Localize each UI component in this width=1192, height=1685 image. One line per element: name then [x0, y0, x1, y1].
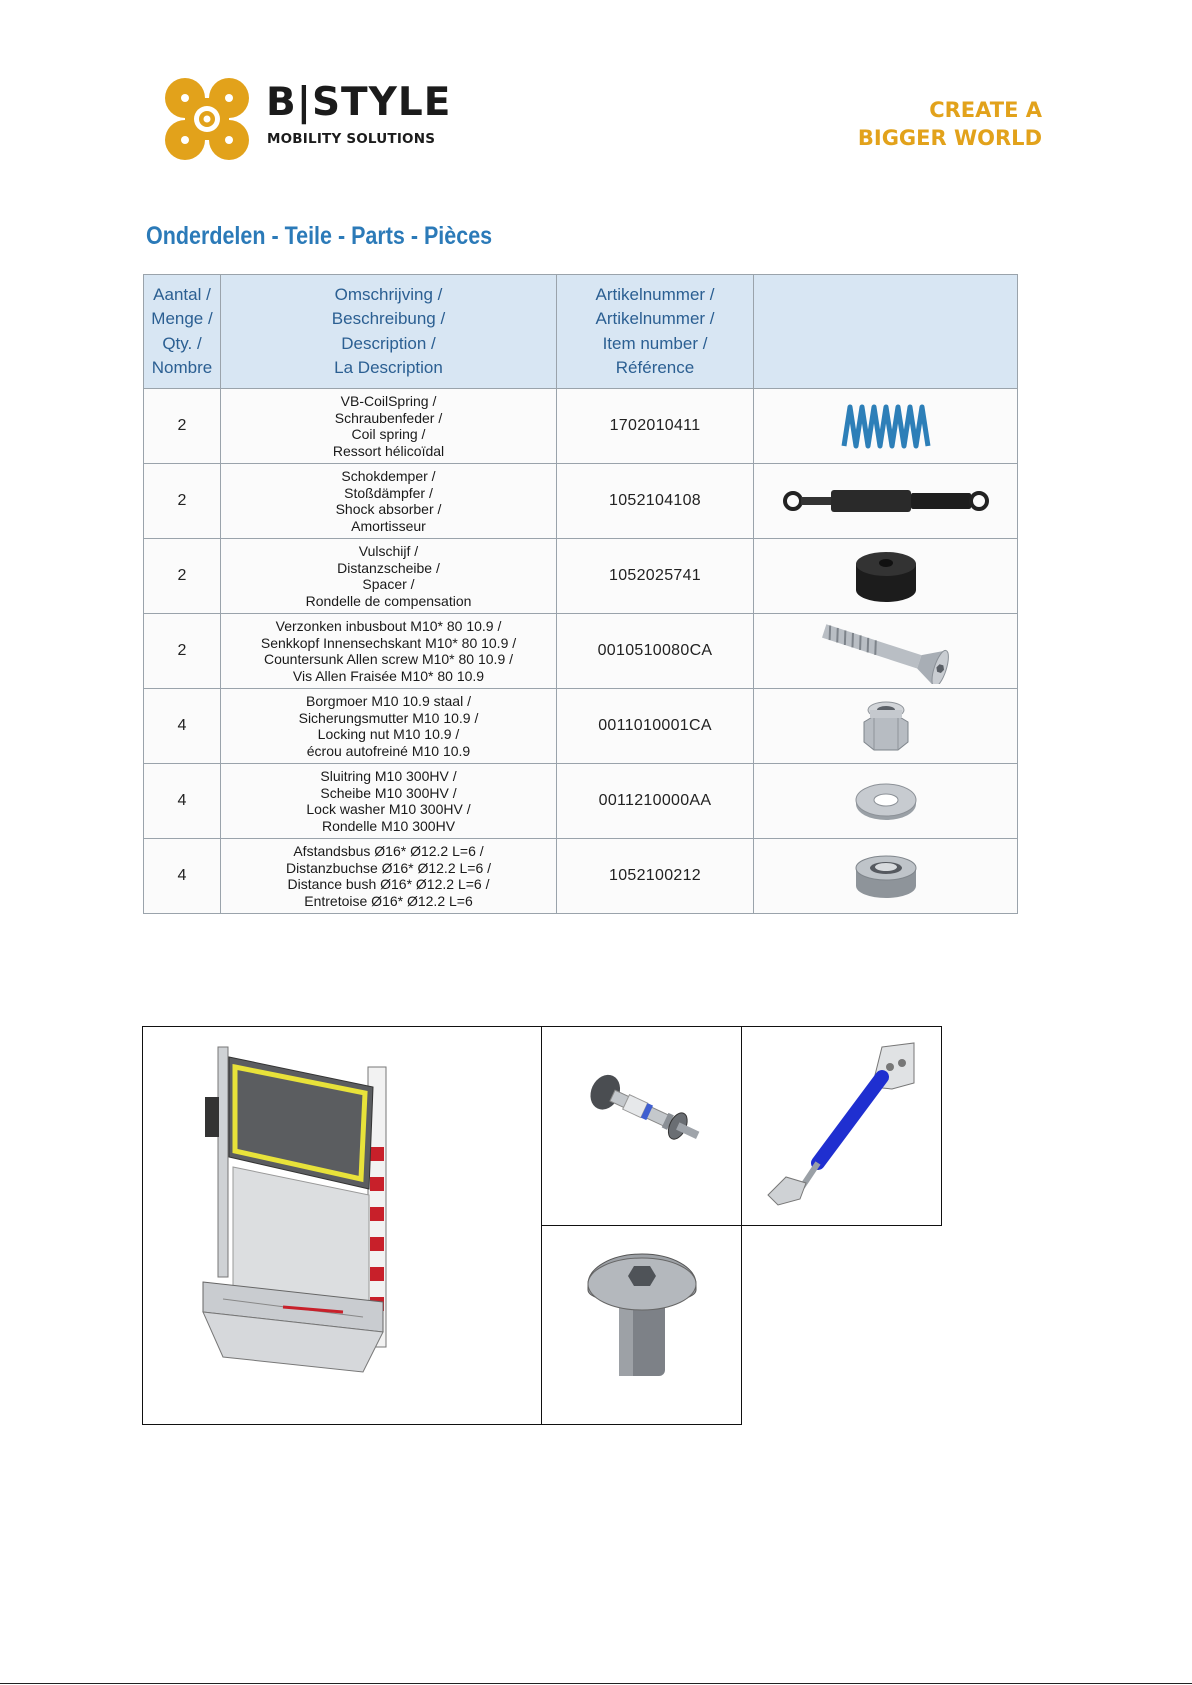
desc-line: Locking nut M10 10.9 / [317, 726, 460, 742]
header-desc-line: Omschrijving / [334, 284, 443, 304]
row-image [754, 764, 1018, 839]
washer-icon [851, 776, 921, 826]
header-desc-line: Description / [341, 333, 436, 353]
desc-line: Rondelle M10 300HV [321, 817, 456, 834]
coil-spring-icon [836, 401, 936, 451]
figure-button-head-screw [541, 1225, 742, 1425]
row-qty: 4 [144, 839, 221, 914]
row-qty: 2 [144, 389, 221, 464]
header-item-line: Artikelnummer / [595, 284, 715, 304]
table-header-row [144, 275, 1018, 389]
desc-line: Afstandsbus Ø16* Ø12.2 L=6 / [293, 843, 484, 859]
desc-line: Countersunk Allen screw M10* 80 10.9 / [263, 651, 514, 667]
row-description [221, 464, 557, 539]
shock-absorber-icon [781, 481, 991, 521]
row-image [754, 539, 1018, 614]
row-image [754, 614, 1018, 689]
desc-line: Vis Allen Fraisée M10* 80 10.9 [292, 667, 485, 684]
spacer-icon [846, 544, 926, 608]
desc-line: Distanzscheibe / [337, 559, 440, 576]
table-row [144, 464, 1018, 539]
slogan-line-1: CREATE A [929, 98, 1042, 122]
desc-line: Verzonken inbusbout M10* 80 10.9 / [275, 618, 502, 634]
header-description [221, 275, 557, 389]
table-row [144, 614, 1018, 689]
table-row [144, 764, 1018, 839]
row-description [221, 614, 557, 689]
header-item-line: Artikelnummer / [595, 309, 715, 328]
row-description [221, 689, 557, 764]
parts-table [143, 274, 1018, 914]
desc-line: Schraubenfeder / [334, 409, 443, 426]
header-qty [144, 275, 221, 389]
locking-nut-icon [856, 694, 916, 758]
distance-bush-icon [851, 848, 921, 904]
desc-line: VB-CoilSpring / [340, 393, 437, 409]
figure-gas-spring-bracket [741, 1026, 942, 1226]
desc-line: Rondelle de compensation [305, 592, 472, 609]
row-description [221, 839, 557, 914]
desc-line: Sluitring M10 300HV / [320, 768, 457, 784]
desc-line: Senkkopf Innensechskant M10* 80 10.9 / [260, 634, 517, 651]
row-qty: 4 [144, 689, 221, 764]
desc-line: Spacer / [362, 576, 415, 592]
desc-line: Borgmoer M10 10.9 staal / [306, 693, 471, 709]
desc-line: Amortisseur [351, 517, 426, 534]
row-image [754, 464, 1018, 539]
desc-line: Distanzbuchse Ø16* Ø12.2 L=6 / [285, 859, 492, 876]
bstyle-emblem-icon [163, 76, 251, 162]
bolt-assembly-icon [542, 1027, 743, 1227]
desc-line: Ressort hélicoïdal [332, 442, 445, 459]
row-qty: 2 [144, 464, 221, 539]
header-item-line: Référence [615, 358, 695, 377]
row-image [754, 689, 1018, 764]
page-bottom-rule [0, 1683, 1192, 1684]
row-qty: 2 [144, 614, 221, 689]
button-head-screw-icon [542, 1226, 743, 1426]
table-row [144, 389, 1018, 464]
figure-lift-assembly [142, 1026, 542, 1425]
desc-line: Schokdemper / [341, 468, 436, 484]
desc-line: Distance bush Ø16* Ø12.2 L=6 / [287, 876, 490, 892]
row-item-number: 1052025741 [557, 539, 754, 614]
row-description [221, 389, 557, 464]
desc-line: écrou autofreiné M10 10.9 [306, 742, 471, 759]
header-item-number [557, 275, 754, 389]
table-row [144, 689, 1018, 764]
desc-line: Lock washer M10 300HV / [306, 801, 471, 817]
header-image [754, 275, 1018, 389]
row-image [754, 389, 1018, 464]
brand-logo [163, 76, 453, 162]
row-item-number: 1702010411 [557, 389, 754, 464]
desc-line: Entretoise Ø16* Ø12.2 L=6 [304, 892, 473, 909]
countersunk-screw-icon [811, 618, 961, 684]
row-item-number: 0011210000AA [557, 764, 754, 839]
figure-grid [142, 1026, 942, 1425]
slogan-line-2: BIGGER WORLD [857, 126, 1042, 150]
table-row [144, 839, 1018, 914]
gas-spring-bracket-icon [742, 1027, 943, 1227]
desc-line: Sicherungsmutter M10 10.9 / [298, 709, 479, 726]
row-description [221, 539, 557, 614]
lift-assembly-icon [143, 1027, 543, 1426]
row-description [221, 764, 557, 839]
header-qty-line: Menge / [151, 309, 213, 328]
header-item-line: Item number / [602, 333, 708, 353]
header-qty-line: Qty. / [162, 333, 202, 353]
header-qty-line: Aantal / [153, 284, 211, 304]
row-image [754, 839, 1018, 914]
desc-line: Stoßdämpfer / [344, 484, 433, 501]
row-qty: 4 [144, 764, 221, 839]
figure-bolt-assembly [541, 1026, 742, 1226]
row-item-number: 0011010001CA [557, 689, 754, 764]
row-qty: 2 [144, 539, 221, 614]
row-item-number: 1052100212 [557, 839, 754, 914]
section-title: Onderdelen - Teile - Parts - Pièces [146, 222, 493, 250]
desc-line: Vulschijf / [358, 543, 419, 559]
header-qty-line: Nombre [151, 358, 213, 377]
desc-line: Shock absorber / [335, 501, 442, 517]
row-item-number: 1052104108 [557, 464, 754, 539]
desc-line: Scheibe M10 300HV / [320, 784, 457, 801]
header-desc-line: La Description [334, 358, 443, 377]
brand-name: B|STYLE [266, 80, 452, 125]
header-desc-line: Beschreibung / [331, 309, 446, 328]
brand-subtitle: MOBILITY SOLUTIONS [267, 131, 436, 147]
desc-line: Coil spring / [351, 426, 426, 442]
row-item-number: 0010510080CA [557, 614, 754, 689]
slogan [858, 96, 1042, 152]
table-row [144, 539, 1018, 614]
